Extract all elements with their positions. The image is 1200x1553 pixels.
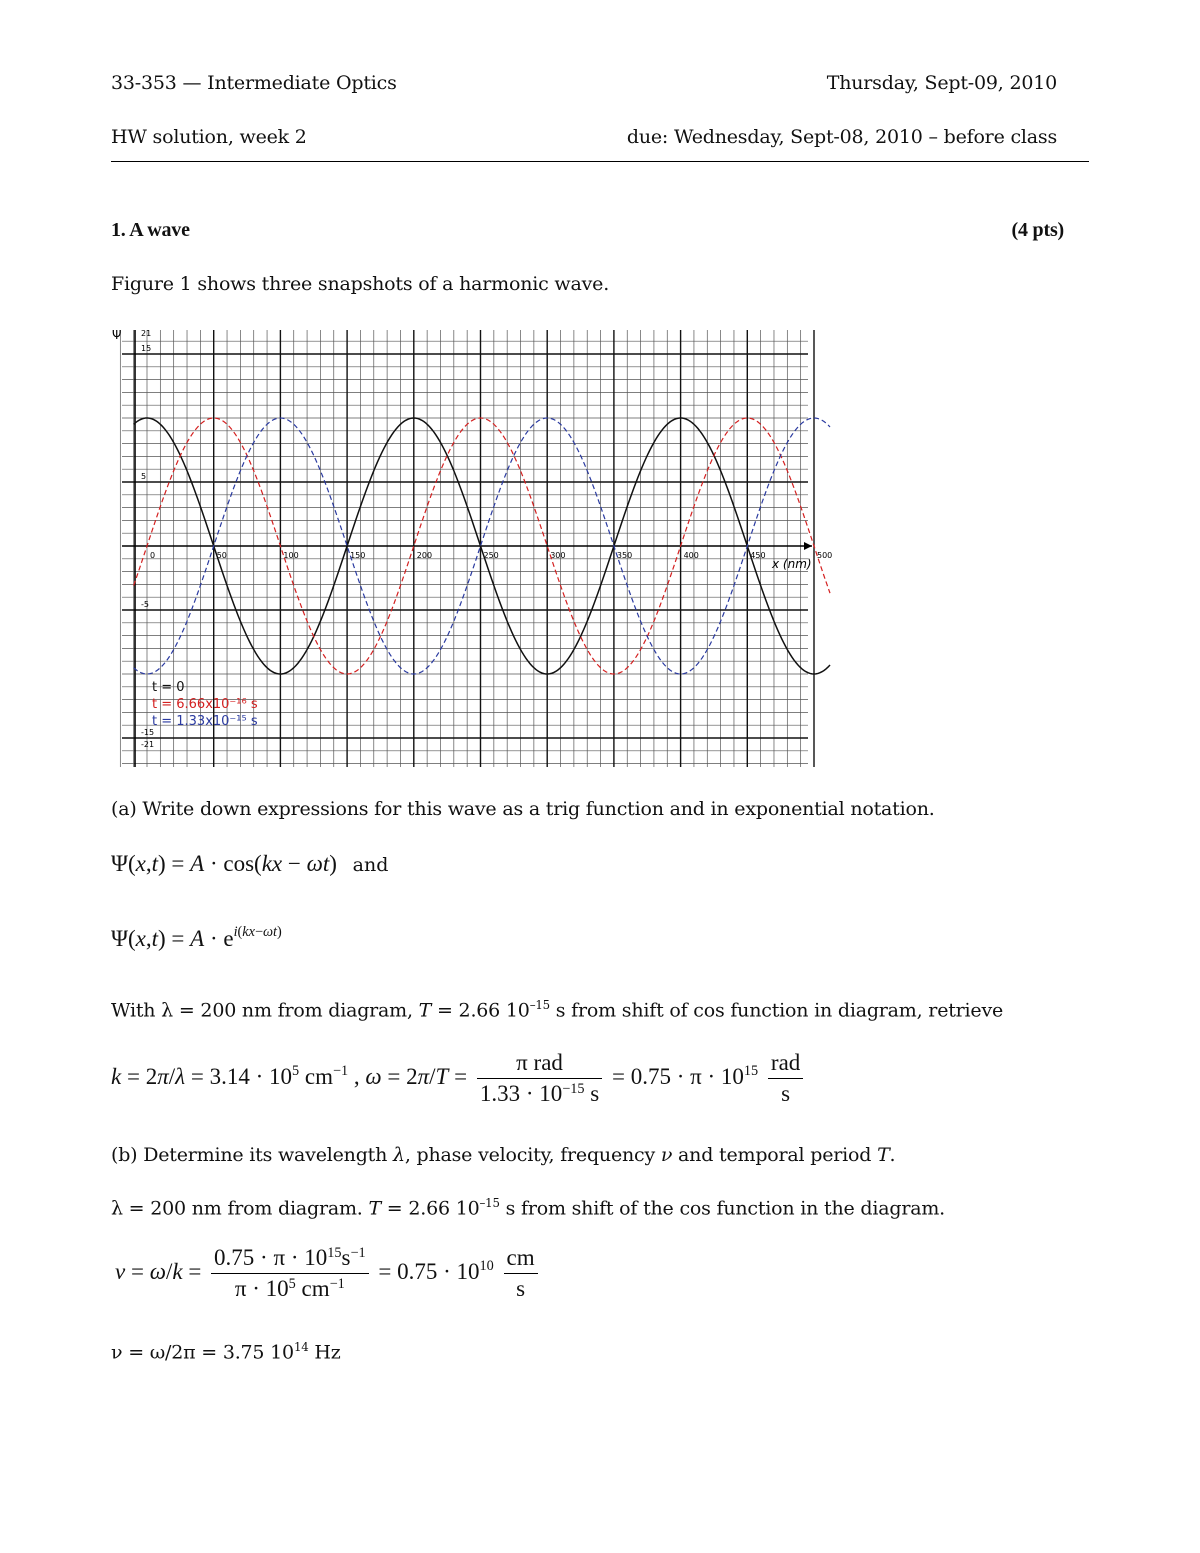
rad-per-s-fraction: $\frac{\text{rad}}{s}$ (768, 1050, 803, 1107)
legend-entry-2: t = 1.33x10⁻¹⁵ s (152, 714, 258, 729)
y-tick-label: 5 (141, 472, 147, 481)
course-title: 33-353 — Intermediate Optics (111, 72, 397, 94)
x-tick-label: 400 (683, 551, 699, 560)
x-axis-label: x (nm) (772, 557, 812, 571)
x-tick-label: 0 (150, 551, 156, 560)
x-tick-label: 300 (550, 551, 566, 560)
legend-entry-0: t = 0 (152, 680, 185, 695)
x-tick-label: 150 (350, 551, 366, 560)
x-tick-label: 500 (817, 551, 833, 560)
problem-points: (4 pts) (1011, 219, 1064, 241)
problem-title: 1. A wave (111, 219, 190, 241)
x-tick-label: 450 (750, 551, 766, 560)
lambda-text: λ = 200 nm from diagram. T = 2.66 $10^{-15}$ s from shift of the cos function in the diagram. (111, 1196, 945, 1220)
x-axis-arrow (804, 542, 812, 550)
part-a-question: (a) Write down expressions for this wave as a trig function and in exponential notation. (111, 798, 935, 820)
omega-fraction: $\frac{\text{π rad}}{1.33 \cdot 10^{-15} s}$ (477, 1050, 602, 1107)
y-tick-label: -5 (141, 600, 149, 609)
hw-title: HW solution, week 2 (111, 126, 307, 148)
x-tick-label: 250 (483, 551, 499, 560)
due-date: due: Wednesday, Sept-08, 2010 – before class (626, 126, 1057, 148)
x-tick-label: 350 (616, 551, 633, 560)
wave-snapshots-chart (110, 320, 833, 772)
phase-velocity-equation: v = ω/k = $\frac{0.75 \cdot \pi \cdot 10^{15}s^{-1}}{\pi \cdot 10^5 cm^{-1}}$ = $0.75 \cdot 10^{10}$ $\frac{cm}{s}$ (115, 1245, 542, 1302)
header-rule (111, 161, 1089, 162)
y-axis-label: Ψ (112, 328, 122, 342)
y-tick-label: -21 (141, 740, 155, 749)
header-date: Thursday, Sept-09, 2010 (826, 72, 1057, 94)
frequency-text: ν = ω/2π = 3.75 $10^{14}$ Hz (111, 1340, 341, 1364)
x-tick-label: 100 (283, 551, 299, 560)
and-word: and (352, 854, 389, 876)
trig-expression: Ψ(x,t) = A · cos(kx − ωt) and (111, 851, 389, 876)
x-tick-label: 200 (416, 551, 433, 560)
k-omega-equation: $k = 2\pi/\lambda = 3.14 \cdot 10^5$ $cm^{-1}$ , ω = 2π/T = $\frac{\text{π rad}}{1.33 \cdot 10^{-15} s}$ = $0.75 \cdot \pi \cdot 10^{15}$ $\frac{\text{rad}}{s}$ (111, 1050, 807, 1107)
y-tick-label: 15 (141, 344, 152, 353)
velocity-fraction: $\frac{0.75 \cdot \pi \cdot 10^{15}s^{-1}}{\pi \cdot 10^5 cm^{-1}}$ (211, 1245, 369, 1302)
y-tick-label: -15 (141, 728, 155, 737)
part-b-question: (b) Determine its wavelength λ, phase velocity, frequency ν and temporal period T. (111, 1144, 896, 1166)
figure-intro: Figure 1 shows three snapshots of a harmonic wave. (111, 273, 610, 295)
with-lambda-text: With λ = 200 nm from diagram, T = 2.66 $10^{-15}$ s from shift of cos function in diagram, retrieve (111, 998, 1004, 1022)
legend-entry-1: t = 6.66x10⁻¹⁶ s (152, 697, 258, 712)
exp-expression: $\Psi(x,t) = A \cdot e^{i(kx-\omega t)}$ (111, 924, 282, 951)
y-tick-label: 21 (141, 329, 152, 338)
x-tick-label: 50 (216, 551, 227, 560)
cm-per-s-fraction: $\frac{cm}{s}$ (504, 1245, 538, 1302)
